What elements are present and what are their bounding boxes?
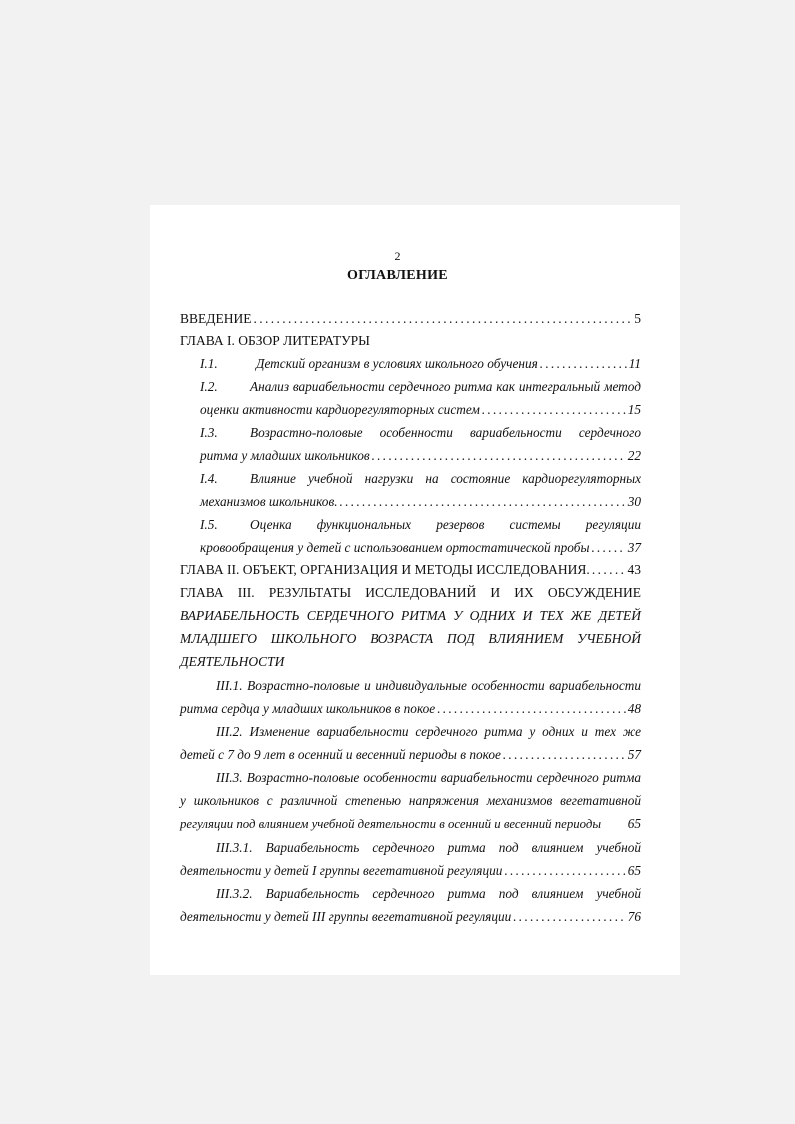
toc-page-number: 37: [627, 540, 641, 555]
section-number: I.4.: [200, 471, 218, 486]
toc-entry-1-5-line2: [200, 539, 641, 557]
toc-entry-3-3-2-line2: [180, 908, 641, 926]
page-title: ОГЛАВЛЕНИЕ: [347, 268, 448, 283]
toc-page-number: 57: [627, 747, 641, 762]
toc-entry-title: механизмов школьников.: [200, 494, 338, 509]
toc-entry-3-2-line1: III.2. Изменение вариабельности сердечного ритма у одних и тех же: [216, 724, 641, 739]
dot-leader: [253, 310, 632, 328]
toc-entry-3-1-line1: III.1. Возрастно-половые и индивидуальные особенности вариабельности: [216, 678, 641, 693]
toc-entry-3-3-line1: III.3. Возрастно-половые особенности вариабельности сердечного ритма: [216, 770, 641, 785]
dot-leader: [504, 862, 625, 880]
toc-entry-1-5-line1: [200, 516, 641, 534]
toc-entry-3-3-line3: [180, 815, 641, 833]
dot-leader: [503, 746, 626, 764]
toc-entry-title: деятельности у детей III группы вегетативной регуляции: [180, 909, 512, 924]
dot-leader: [482, 401, 626, 419]
dot-leader: [540, 355, 627, 373]
toc-chapter-3-subtitle-2: МЛАДШЕГО ШКОЛЬНОГО ВОЗРАСТА ПОД ВЛИЯНИЕМ УЧЕБНОЙ: [180, 631, 641, 646]
toc-entry-1-4-line2: [200, 493, 641, 511]
toc-entry-title: регуляции под влиянием учебной деятельности в осенний и весенний периоды: [180, 817, 602, 831]
toc-entry-title: Оценка функциональных резервов системы регуляции: [250, 517, 641, 532]
toc-entry-1-1: [200, 355, 641, 373]
toc-entry-3-3-2-line1: III.3.2. Вариабельность сердечного ритма под влиянием учебной: [216, 886, 641, 901]
toc-entry-3-3-1-line1: III.3.1. Вариабельность сердечного ритма под влиянием учебной: [216, 840, 641, 855]
toc-entry-1-3-line1: [200, 424, 641, 442]
toc-chapter-1: ГЛАВА I. ОБЗОР ЛИТЕРАТУРЫ: [180, 333, 370, 348]
toc-entry-title: деятельности у детей I группы вегетативной регуляции: [180, 863, 503, 878]
toc-chapter-3-subtitle-3: ДЕЯТЕЛЬНОСТИ: [180, 654, 285, 669]
toc-page-number: 30: [627, 494, 641, 509]
toc-entry-intro: [180, 310, 641, 328]
dot-leader: [372, 447, 626, 465]
dot-leader: [437, 700, 625, 718]
toc-entry-title: Анализ вариабельности сердечного ритма как интегральный метод: [250, 379, 641, 394]
toc-page-number: 11: [628, 356, 641, 371]
toc-page-number: 5: [634, 311, 641, 326]
toc-entry-1-4-line1: [200, 470, 641, 488]
dot-leader: [592, 561, 626, 579]
section-number: I.5.: [200, 517, 218, 532]
section-number: I.3.: [200, 425, 218, 440]
toc-page-number: 22: [627, 448, 641, 463]
toc-entry-3-2-line2: [180, 746, 641, 764]
toc-page-number: 65: [627, 863, 641, 878]
toc-entry-title: ритма сердца у младших школьников в покое: [180, 701, 436, 716]
toc-page-number: 65: [627, 816, 641, 831]
toc-chapter-2: [180, 561, 641, 579]
dot-leader: [591, 539, 625, 557]
toc-entry-3-3-1-line2: [180, 862, 641, 880]
toc-entry-1-2-line1: [200, 378, 641, 396]
toc-entry-title: оценки активности кардиорегуляторных систем: [200, 402, 480, 417]
toc-entry-3-1-line2: [180, 700, 641, 718]
toc-entry-title: ритма у младших школьников: [200, 448, 370, 463]
toc-entry-title: Возрастно-половые особенности вариабельности сердечного: [250, 425, 641, 440]
toc-page-number: 48: [627, 701, 641, 716]
toc-entry-title: кровообращения у детей с использованием ортостатической пробы: [200, 540, 590, 555]
toc-page-number: 43: [627, 562, 641, 577]
section-number: I.1.: [200, 356, 218, 371]
toc-entry-title: детей с 7 до 9 лет в осенний и весенний периоды в покое: [180, 747, 501, 762]
toc-entry-3-3-line2: у школьников с различной степенью напряжения механизмов вегетативной: [180, 793, 641, 808]
toc-entry-title: ГЛАВА II. ОБЪЕКТ, ОРГАНИЗАЦИЯ И МЕТОДЫ ИССЛЕДОВАНИЯ.: [180, 562, 590, 577]
dot-leader: [513, 908, 625, 926]
toc-entry-title: Детский организм в условиях школьного обучения: [256, 356, 538, 371]
toc-entry-1-3-line2: [200, 447, 641, 465]
toc-page-number: 76: [627, 909, 641, 924]
section-number: I.2.: [200, 379, 218, 394]
dot-leader: [340, 493, 626, 511]
page-number: 2: [394, 249, 401, 263]
toc-entry-title: ВВЕДЕНИЕ: [180, 311, 252, 326]
toc-chapter-3-subtitle-1: ВАРИАБЕЛЬНОСТЬ СЕРДЕЧНОГО РИТМА У ОДНИХ И ТЕХ ЖЕ ДЕТЕЙ: [180, 608, 641, 623]
toc-chapter-3: ГЛАВА III. РЕЗУЛЬТАТЫ ИССЛЕДОВАНИЙ И ИХ ОБСУЖДЕНИЕ: [180, 585, 641, 600]
toc-entry-1-2-line2: [200, 401, 641, 419]
toc-entry-title: Влияние учебной нагрузки на состояние кардиорегуляторных: [250, 471, 641, 486]
toc-page-number: 15: [627, 402, 641, 417]
